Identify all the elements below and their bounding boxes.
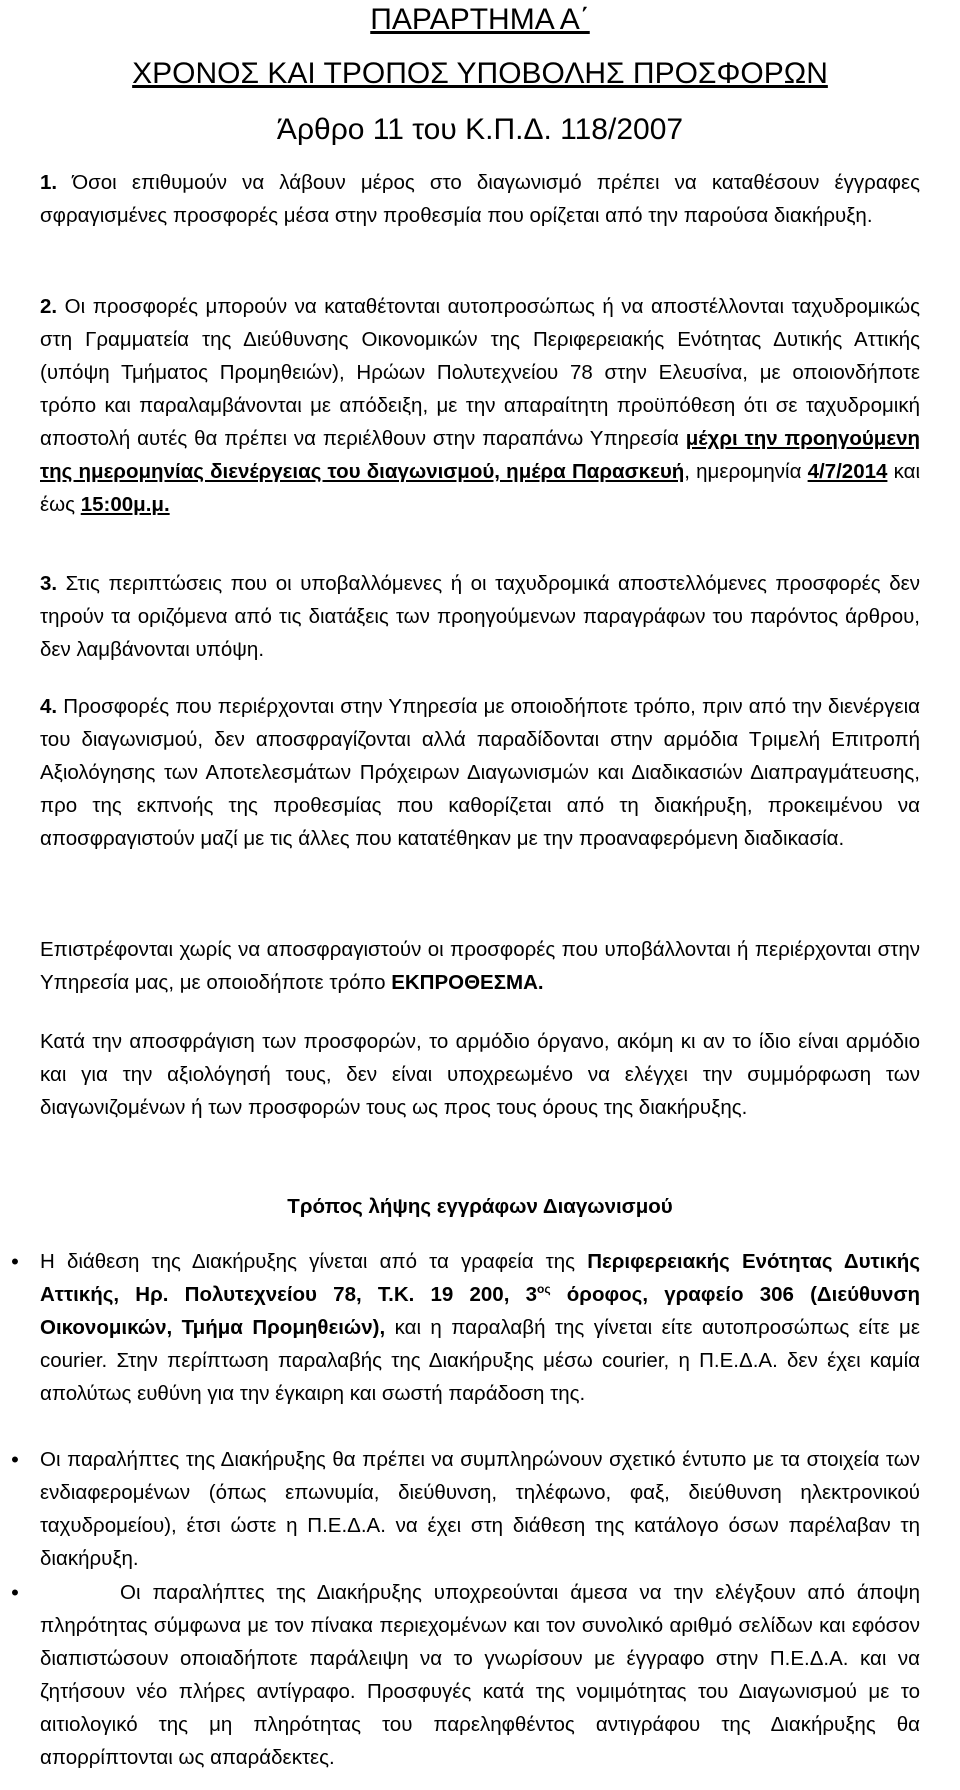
paragraph-1 <box>40 166 920 232</box>
paragraph-text: Επιστρέφονται χωρίς να αποσφραγιστούν οι προσφορές που υποβάλλονται ή περιέρχονται στην Υπηρεσία μας, με οποιοδήποτε τρόπο <box>40 938 920 994</box>
section-title: Τρόπος λήψης εγγράφων Διαγωνισμού <box>287 1195 673 1218</box>
paragraph-text: Όσοι επιθυμούν να λάβουν μέρος στο διαγωνισμό πρέπει να καταθέσουν έγγραφες σφραγισμένες προσφορές μέσα στην προθεσμία που ορίζεται από την παρούσα διακήρυξη. <box>40 171 920 227</box>
deadline-date: 4/7/2014 <box>807 460 888 483</box>
office-address: Περιφερειακής Ενότητας Δυτικής Αττικής, Ηρ. Πολυτεχνείου 78, Τ.Κ. 19 200, 3 <box>40 1250 920 1306</box>
paragraph-2 <box>40 290 920 521</box>
bullet-text: Οι παραλήπτες της Διακήρυξης υποχρεούνται άμεσα να την ελέγξουν από άποψη πληρότητας σύμφωνα με τον πίνακα περιεχομένων και τον συνολικό αριθμό σελίδων και εφόσον διαπιστώσουν οποιαδήποτε παράλειψη να το γνωρίσουν με έγγραφο στην Π.Ε.Δ.Α. και να ζητήσουν νέο πλήρες αντίγραφο. Προσφυγές κατά της νομιμότητας του Διαγωνισμού με το αιτιολογικό της μη πληρότητας του παρεληφθέντος αντιγράφου της Διακήρυξης θα απορρίπτονται ως απαράδεκτες. <box>40 1581 920 1769</box>
deadline-time: 15:00μ.μ. <box>80 493 170 516</box>
bullet-icon: • <box>11 1580 19 1605</box>
date-label: , ημερομηνία <box>684 460 808 483</box>
paragraph-number: 2. <box>40 295 58 318</box>
paragraph-number: 1. <box>40 171 58 194</box>
paragraph-6 <box>40 1025 920 1124</box>
time-label: και έως <box>40 460 920 516</box>
annex-heading: ΠΑΡΑΡΤΗΜΑ Α΄ <box>370 3 590 36</box>
paragraph-5 <box>40 933 920 999</box>
bullet-text: Η διάθεση της Διακήρυξης γίνεται από τα γραφεία της <box>40 1250 588 1273</box>
document-title: ΧΡΟΝΟΣ ΚΑΙ ΤΡΟΠΟΣ ΥΠΟΒΟΛΗΣ ΠΡΟΣΦΟΡΩΝ <box>132 57 828 90</box>
article-reference: Άρθρο 11 του Κ.Π.Δ. 118/2007 <box>276 113 684 146</box>
paragraph-text: Προσφορές που περιέρχονται στην Υπηρεσία με οποιοδήποτε τρόπο, πριν από την διενέργεια του διαγωνισμού, δεν αποσφραγίζονται αλλά παραδίδονται στην αρμόδια Τριμελή Επιτροπή Αξιολόγησης των Αποτελεσμάτων Πρόχειρων Διαγωνισμών και Διαδικασιών Διαπραγμάτευσης, προ της εκπνοής της προθεσμίας που καθορίζεται από τη διακήρυξη, προκειμένου να αποσφραγιστούν μαζί με τις άλλες που κατατέθηκαν με την προαναφερόμενη διαδικασία. <box>40 695 920 850</box>
bullet-icon: • <box>11 1447 19 1472</box>
deadline-text: μέχρι την προηγούμενη της ημερομηνίας διενέργειας του διαγωνισμού, ημέρα Παρασκευή <box>40 427 920 483</box>
office-details: όροφος, γραφείο 306 (Διεύθυνση Οικονομικών, Τμήμα Προμηθειών), <box>40 1283 920 1339</box>
bullet-text: και η παραλαβή της γίνεται είτε αυτοπροσώπως είτε με courier. Στην περίπτωση παραλαβής της Διακήρυξης μέσω courier, η Π.Ε.Δ.Α. δεν έχει καμία απολύτως ευθύνη για την έγκαιρη και σωστή παράδοση της. <box>40 1316 920 1405</box>
bullet-icon: • <box>11 1249 19 1274</box>
bullet-item-1 <box>40 1245 920 1410</box>
paragraph-text: Στις περιπτώσεις που οι υποβαλλόμενες ή οι ταχυδρομικά αποστελλόμενες προσφορές δεν τηρούν τα οριζόμενα από τις διατάξεις των προηγούμενων παραγράφων του παρόντος άρθρου, δεν λαμβάνονται υπόψη. <box>40 572 920 661</box>
paragraph-text: Κατά την αποσφράγιση των προσφορών, το αρμόδιο όργανο, ακόμη κι αν το ίδιο είναι αρμόδιο και για την αξιολόγησή τους, δεν είναι υποχρεωμένο να ελέγχει την συμμόρφωση των διαγωνιζομένων ή των προσφορών τους ως προς τους όρους της διακήρυξης. <box>40 1030 920 1119</box>
paragraph-number: 3. <box>40 572 58 595</box>
late-submission-emphasis: ΕΚΠΡΟΘΕΣΜΑ. <box>391 971 544 994</box>
floor-superscript: ος <box>537 1282 551 1297</box>
paragraph-4 <box>40 690 920 855</box>
bullet-item-2 <box>40 1443 920 1575</box>
paragraph-number: 4. <box>40 695 58 718</box>
bullet-item-3 <box>40 1576 920 1774</box>
bullet-text: Οι παραλήπτες της Διακήρυξης θα πρέπει να συμπληρώνουν σχετικό έντυπο με τα στοιχεία των ενδιαφερομένων (όπως επωνυμία, διεύθυνση, τηλέφωνο, φαξ, διεύθυνση ηλεκτρονικού ταχυδρομείου), έτσι ώστε η Π.Ε.Δ.Α. να έχει στη διάθεση της κατάλογο όσων παρέλαβαν τη διακήρυξη. <box>40 1448 920 1570</box>
paragraph-3 <box>40 567 920 666</box>
paragraph-text: Οι προσφορές μπορούν να καταθέτονται αυτοπροσώπως ή να αποστέλλονται ταχυδρομικώς στη Γραμματεία της Διεύθυνσης Οικονομικών της Περιφερειακής Ενότητας Δυτικής Αττικής (υπόψη Τμήματος Προμηθειών), Ηρώων Πολυτεχνείου 78 στην Ελευσίνα, με οποιονδήποτε τρόπο και παραλαμβάνονται με απόδειξη, με την απαραίτητη προϋπόθεση ότι σε ταχυδρομική αποστολή αυτές θα πρέπει να περιέλθουν στην παραπάνω Υπηρεσία <box>40 295 920 450</box>
